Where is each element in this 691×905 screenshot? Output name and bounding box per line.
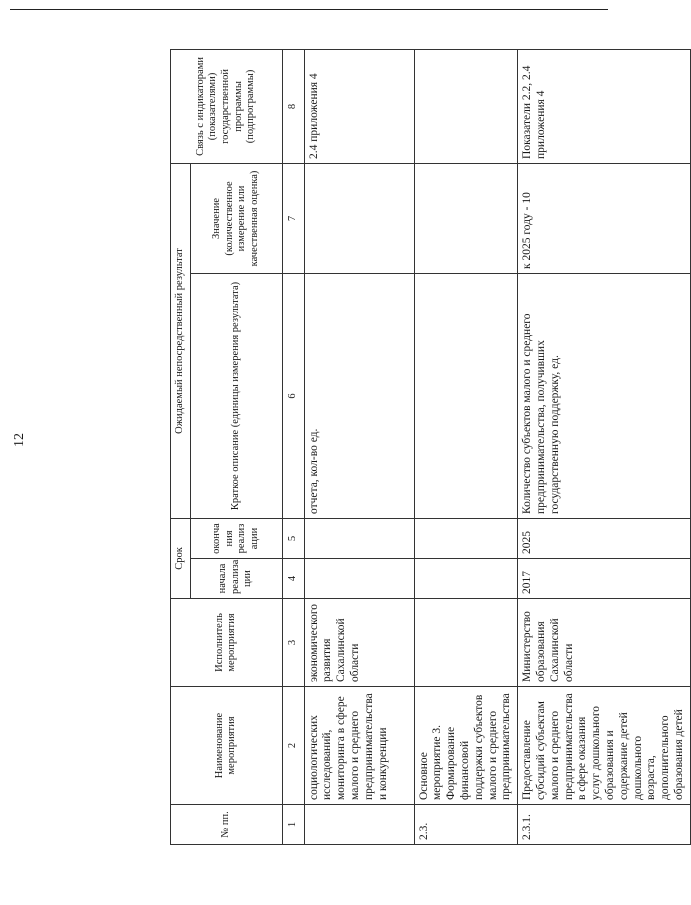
index-cell: 8	[282, 49, 304, 163]
row-desc: Количество субъектов малого и среднего предпринимательства, получивших государственную поддержку, ед.	[518, 273, 691, 518]
row-start	[304, 559, 414, 599]
index-cell: 6	[282, 273, 304, 518]
header-term: Срок	[171, 518, 191, 598]
row-name: Основное мероприятие 3. Формирование финансовой поддержки субъектов малого и среднего предпринимательства	[414, 687, 518, 805]
row-link	[414, 49, 518, 163]
row-start: 2017	[518, 559, 691, 599]
row-no: 2.3.	[414, 805, 518, 845]
page-number: 12	[12, 433, 27, 447]
header-value: Значение (количественное измерение или качественная оценка)	[190, 163, 282, 273]
index-cell: 3	[282, 599, 304, 687]
row-end	[304, 518, 414, 558]
index-cell: 2	[282, 687, 304, 805]
row-desc: отчета, кол-во ед.	[304, 273, 414, 518]
row-value: к 2025 году - 10	[518, 163, 691, 273]
header-result: Ожидаемый непосредственный результат	[171, 163, 191, 518]
header-exec: Исполнитель мероприятия	[171, 599, 283, 687]
row-link: Показатели 2.2, 2.4 приложения 4	[518, 49, 691, 163]
row-exec: экономического развития Сахалинской области	[304, 599, 414, 687]
row-name: социологических исследований, мониторинга в сфере малого и среднего предпринимательства и конкуренции	[304, 687, 414, 805]
row-name: Предоставление субсидий субъектам малого и среднего предпринимательства в сфере оказания услуг дошкольного образования и содержание детей дошкольного возраста, дополнительного образования детей	[518, 687, 691, 805]
index-cell: 4	[282, 559, 304, 599]
row-value	[414, 163, 518, 273]
header-start: начала реализа ции	[190, 559, 282, 599]
row-link: 2.4 приложения 4	[304, 49, 414, 163]
activities-table	[170, 49, 691, 845]
row-start	[414, 559, 518, 599]
table-row	[304, 49, 414, 844]
header-name: Наименование мероприятия	[171, 687, 283, 805]
header-row-1	[171, 49, 191, 844]
table-row	[414, 49, 518, 844]
rotated-table-sheet	[170, 50, 685, 845]
top-rule	[10, 9, 608, 10]
header-link: Связь с индикаторами (показателями) государственной программы (подпрограммы)	[171, 49, 283, 163]
index-row	[282, 49, 304, 844]
row-exec	[414, 599, 518, 687]
row-no: 2.3.1.	[518, 805, 691, 845]
row-desc	[414, 273, 518, 518]
header-end: оконча ния реализ ации	[190, 518, 282, 558]
row-no	[304, 805, 414, 845]
index-cell: 5	[282, 518, 304, 558]
index-cell: 7	[282, 163, 304, 273]
table-row	[518, 49, 691, 844]
row-end: 2025	[518, 518, 691, 558]
index-cell: 1	[282, 805, 304, 845]
header-desc: Краткое описание (единицы измерения результата)	[190, 273, 282, 518]
row-exec: Министерство образования Сахалинской области	[518, 599, 691, 687]
header-no: № пп.	[171, 805, 283, 845]
row-value	[304, 163, 414, 273]
row-end	[414, 518, 518, 558]
